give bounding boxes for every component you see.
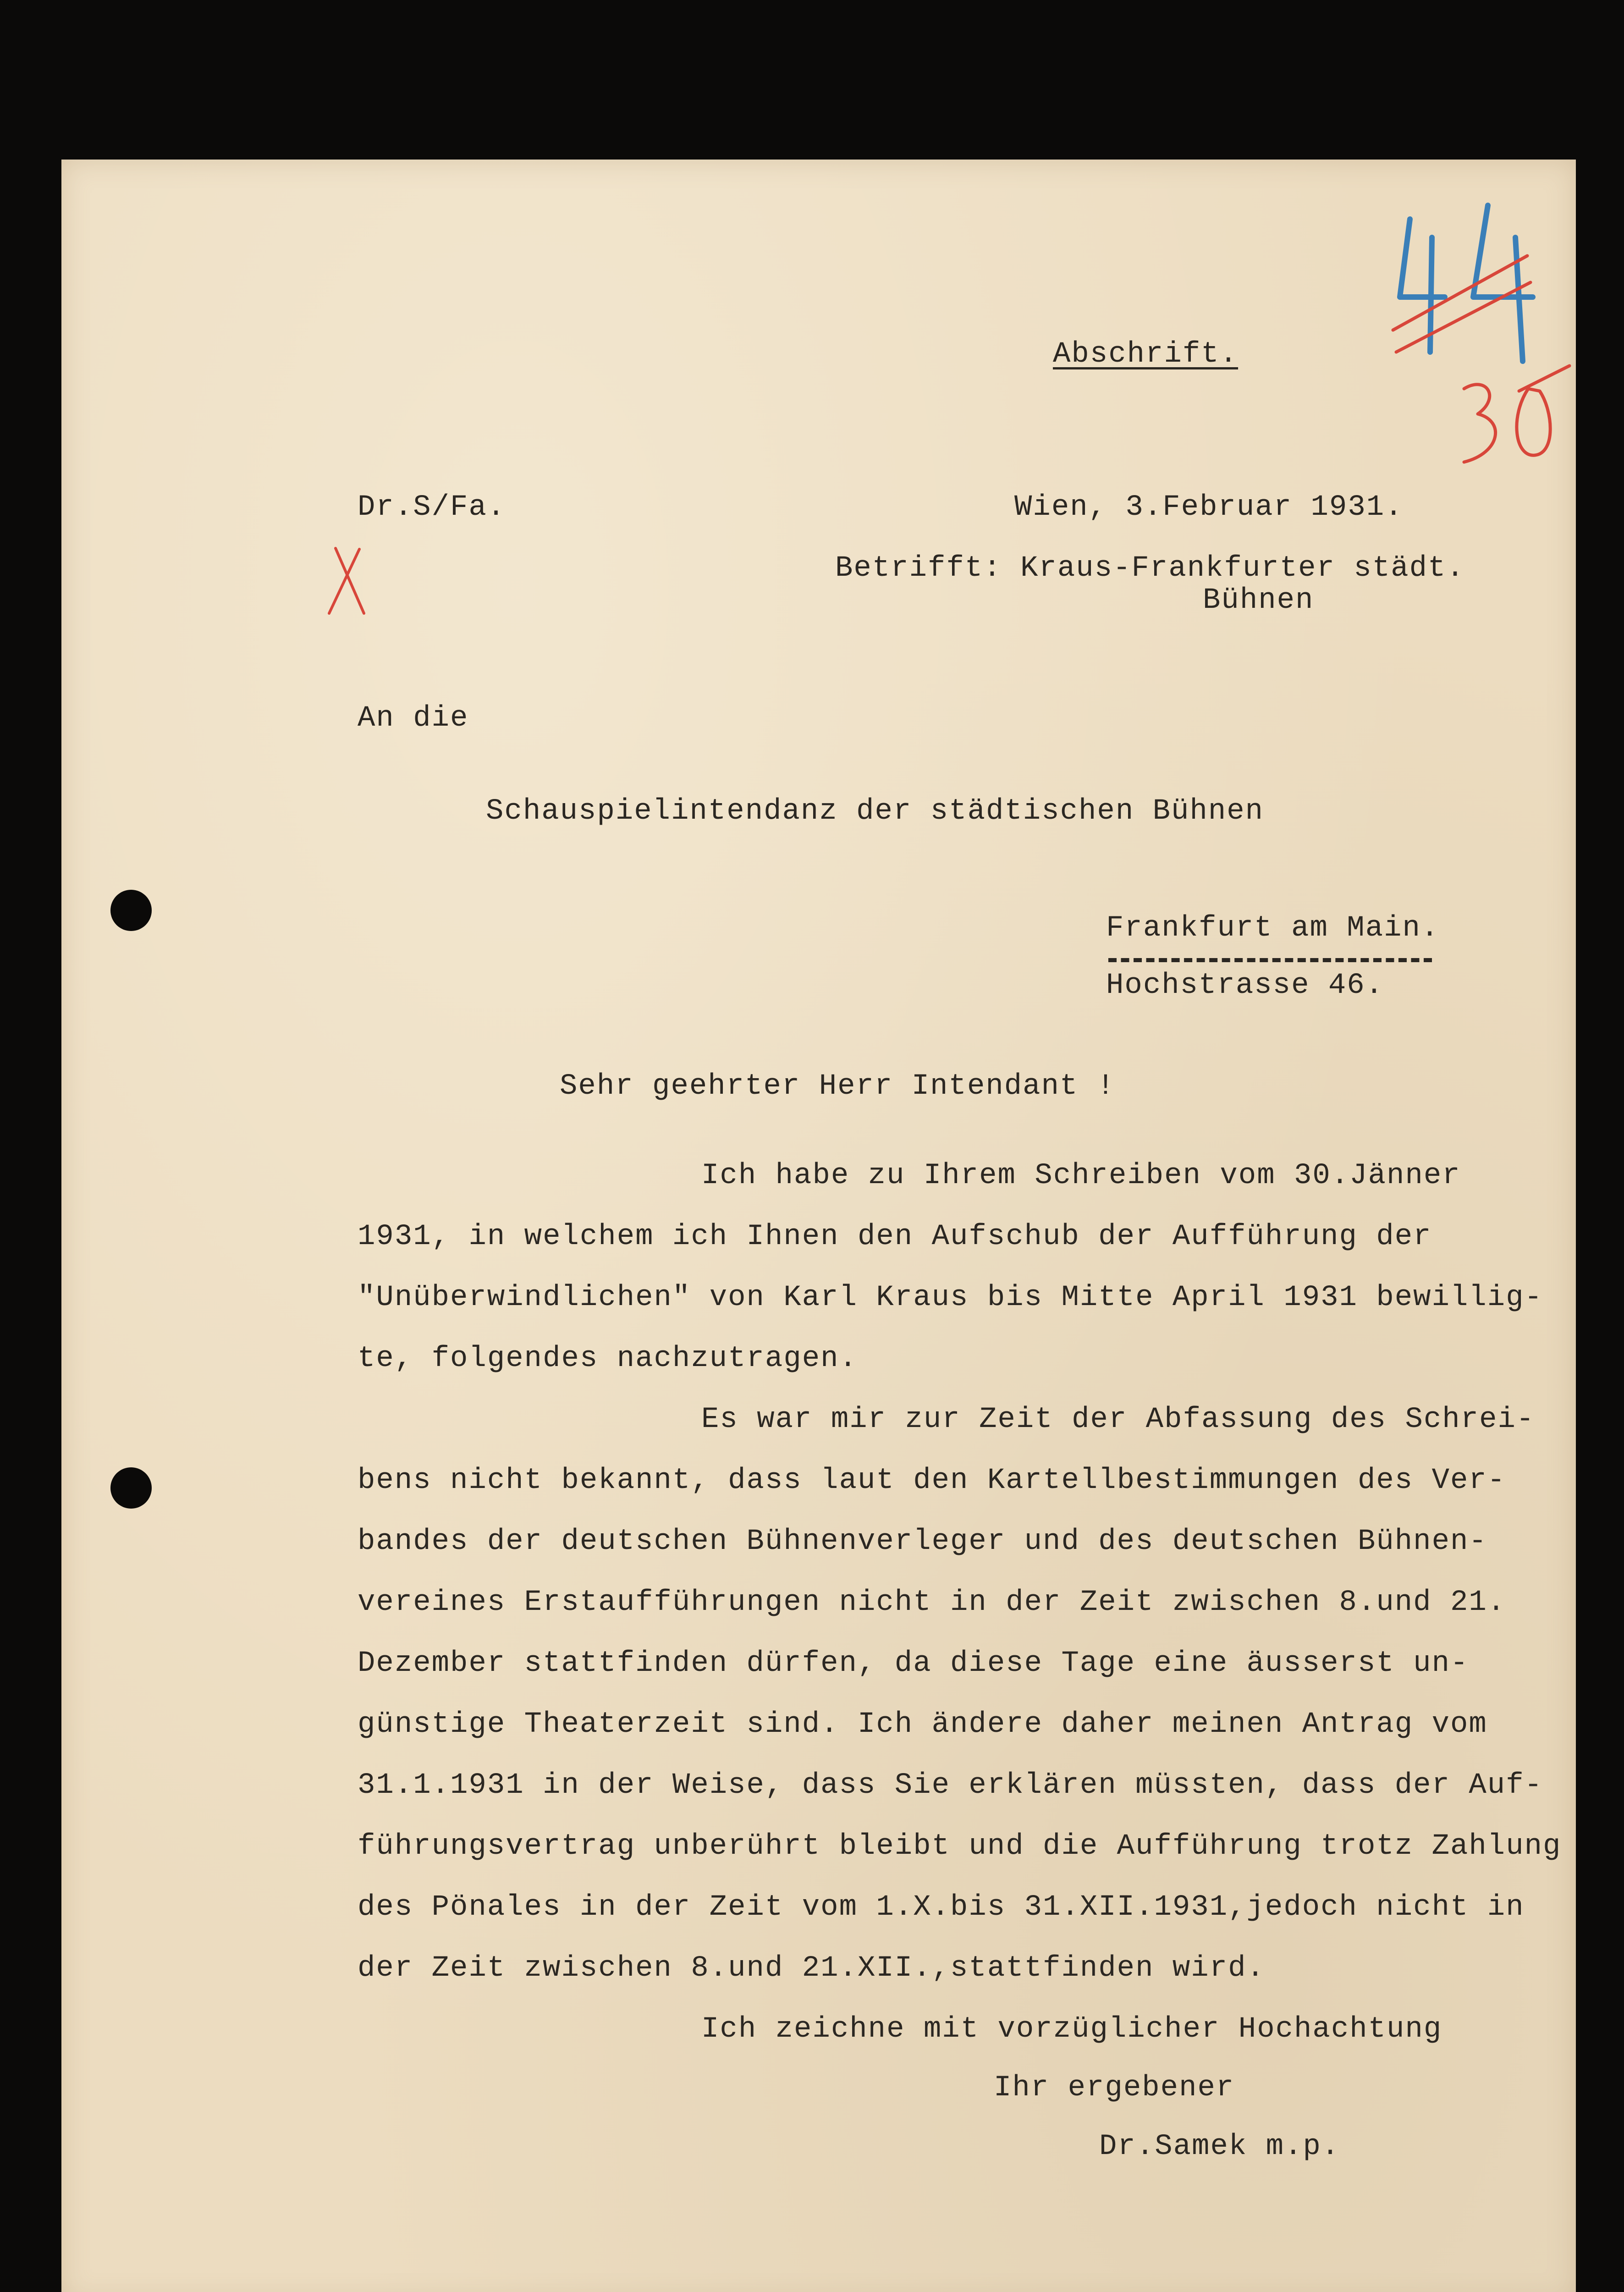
reference-code: Dr.S/Fa. [358,491,506,524]
salutation: Sehr geehrter Herr Intendant ! [560,1070,1116,1103]
red-number-30 [1464,366,1569,462]
body-line: des Pönales in der Zeit vom 1.X.bis 31.XII.1931,jedoch nicht in [358,1891,1525,1924]
body-line: vereines Erstaufführungen nicht in der Zeit zwischen 8.und 21. [358,1586,1506,1619]
handwritten-marks [61,160,1576,2292]
red-x-mark [329,548,364,613]
recipient-line-1: An die [358,702,469,735]
body-line: bandes der deutschen Bühnenverleger und des deutschen Bühnen- [358,1525,1487,1558]
body-line: günstige Theaterzeit sind. Ich ändere daher meinen Antrag vom [358,1708,1487,1741]
body-line: Dezember stattfinden dürfen, da diese Tage eine äusserst un- [358,1647,1469,1680]
signature: Dr.Samek m.p. [1099,2130,1340,2163]
subject-line-continued: Bühnen [1203,584,1314,617]
valediction: Ihr ergebener [994,2072,1235,2105]
body-line: führungsvertrag unberührt bleibt und die Aufführung trotz Zahlung [358,1830,1562,1863]
body-line: te, folgendes nachzutragen. [358,1342,858,1375]
document-heading: Abschrift. [1053,338,1239,371]
recipient-city: Frankfurt am Main. [1106,912,1440,945]
blue-number-44 [1400,205,1533,361]
recipient-street: Hochstrasse 46. [1106,969,1384,1002]
body-line: 31.1.1931 in der Weise, dass Sie erklären müssten, dass der Auf- [358,1769,1543,1802]
body-line: 1931, in welchem ich Ihnen den Aufschub der Aufführung der [358,1220,1432,1253]
red-strike-lines [1393,256,1530,352]
body-line: Ich habe zu Ihrem Schreiben vom 30.Jänner [701,1159,1461,1192]
body-line: "Unüberwindlichen" von Karl Kraus bis Mitte April 1931 bewillig- [358,1281,1543,1314]
subject-line: Betrifft: Kraus-Frankfurter städt. [835,552,1465,585]
recipient-line-2: Schauspielintendanz der städtischen Bühnen [486,795,1264,828]
body-line: der Zeit zwischen 8.und 21.XII.,stattfinden wird. [358,1952,1265,1985]
closing: Ich zeichne mit vorzüglicher Hochachtung [701,2013,1442,2046]
body-line: Es war mir zur Zeit der Abfassung des Schrei- [701,1403,1535,1436]
place-and-date: Wien, 3.Februar 1931. [1014,491,1404,524]
letter-page [61,160,1576,2292]
body-line: bens nicht bekannt, dass laut den Kartellbestimmungen des Ver- [358,1464,1506,1497]
